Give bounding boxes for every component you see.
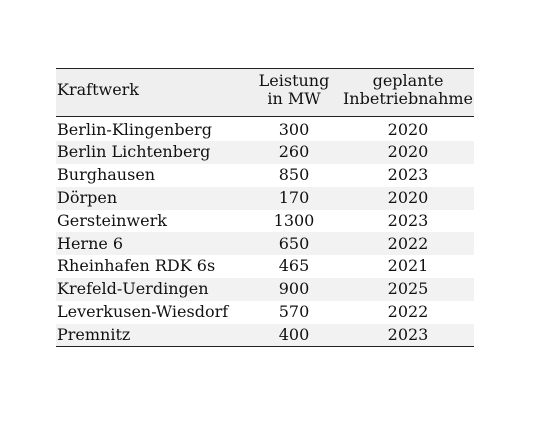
cell-inbetriebnahme: 2022 (387, 302, 429, 322)
cell-kraftwerk: Dörpen (57, 188, 118, 208)
table-row (56, 278, 474, 301)
table-row (56, 164, 474, 187)
header-inbetriebnahme-line-1: geplante (372, 71, 444, 90)
cell-leistung: 570 (278, 302, 310, 322)
table-row (56, 255, 474, 278)
cell-leistung: 170 (278, 188, 310, 208)
cell-kraftwerk: Premnitz (56, 324, 246, 347)
table-row (56, 301, 474, 324)
table-row (56, 232, 474, 255)
cell-inbetriebnahme: 2020 (387, 188, 429, 208)
table-header (56, 69, 474, 117)
cell-kraftwerk: Herne 6 (57, 233, 124, 253)
cell-kraftwerk: Berlin-Klingenberg (57, 119, 212, 139)
header-row (56, 69, 474, 117)
header-leistung (246, 69, 342, 117)
header-leistung-line-2: in MW (267, 89, 321, 109)
cell-inbetriebnahme: 2025 (387, 279, 429, 299)
cell-leistung: 260 (278, 142, 310, 162)
cell-leistung: 300 (278, 119, 310, 139)
cell-kraftwerk: Gersteinwerk (57, 210, 167, 230)
cell-inbetriebnahme: 2020 (387, 142, 429, 162)
cell-inbetriebnahme: 2020 (387, 119, 429, 139)
table-body (56, 116, 474, 346)
header-kraftwerk-label: Kraftwerk (57, 80, 139, 100)
cell-leistung: 465 (278, 256, 310, 276)
cell-kraftwerk: Leverkusen-Wiesdorf (57, 302, 229, 322)
cell-kraftwerk: Rheinhafen RDK 6s (57, 256, 216, 276)
table-row (56, 210, 474, 233)
table-row (56, 187, 474, 210)
header-kraftwerk (56, 69, 246, 117)
cell-leistung: 650 (278, 233, 310, 253)
cell-leistung: 850 (278, 165, 310, 185)
header-inbetriebnahme (342, 69, 474, 117)
table-row (56, 324, 474, 347)
cell-inbetriebnahme: 2023 (387, 165, 429, 185)
cell-leistung: 400 (246, 324, 342, 347)
cell-kraftwerk: Burghausen (57, 165, 156, 185)
cell-kraftwerk: Berlin Lichtenberg (57, 142, 211, 162)
table-row (56, 141, 474, 164)
cell-inbetriebnahme: 2021 (387, 256, 429, 276)
cell-inbetriebnahme: 2023 (342, 324, 474, 347)
header-leistung-line-1: Leistung (258, 71, 330, 90)
table-row (56, 116, 474, 141)
power-plant-table (56, 68, 474, 347)
cell-inbetriebnahme: 2022 (387, 233, 429, 253)
cell-kraftwerk: Krefeld-Uerdingen (57, 279, 209, 299)
cell-inbetriebnahme: 2023 (387, 210, 429, 230)
cell-leistung: 1300 (273, 210, 315, 230)
cell-leistung: 900 (278, 279, 310, 299)
header-inbetriebnahme-line-2: Inbetriebnahme (342, 89, 474, 109)
power-plant-table-container (56, 68, 474, 347)
